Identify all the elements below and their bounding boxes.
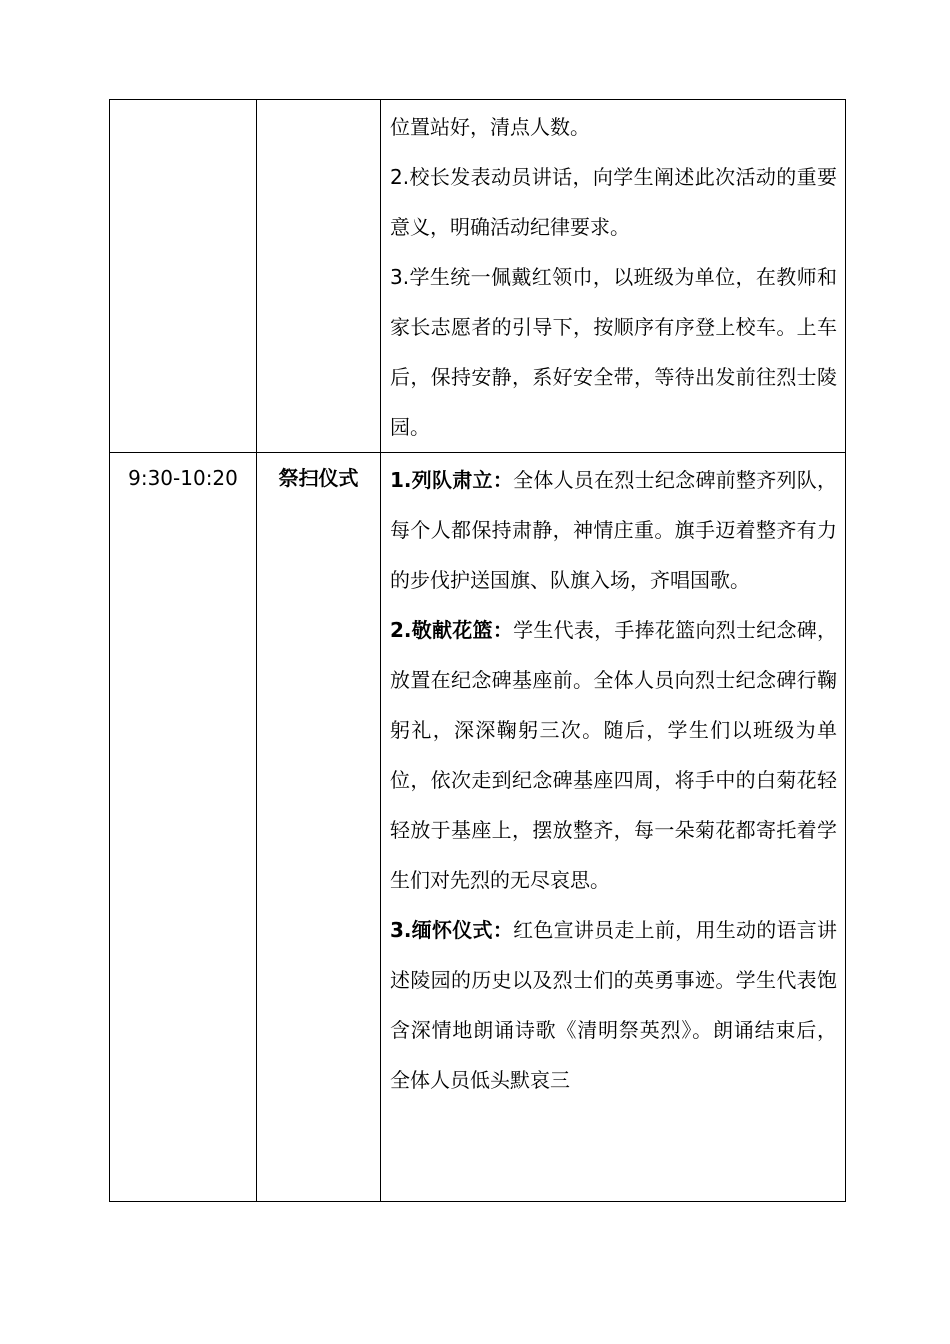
paragraph-text: 红色宣讲员走上前，用生动的语言讲述陵园的历史以及烈士们的英勇事迹。学生代表饱含深情地朗诵诗歌《清明祭英烈》。朗诵结束后，全体人员低头默哀三 <box>390 918 838 1092</box>
paragraph-heading: 3.缅怀仪式： <box>390 918 514 942</box>
content-paragraph <box>390 102 837 152</box>
paragraph-text: 3.学生统一佩戴红领巾，以班级为单位，在教师和家长志愿者的引导下，按顺序有序登上校车。上车后，保持安静，系好安全带，等待出发前往烈士陵园。 <box>390 265 837 439</box>
table-row <box>110 100 846 453</box>
content-paragraph <box>390 605 837 905</box>
item-cell: 祭扫仪式 <box>257 453 381 1202</box>
paragraph-heading: 2.敬献花篮： <box>390 618 514 642</box>
time-cell <box>110 100 257 453</box>
item-cell <box>257 100 381 453</box>
paragraph-heading: 1.列队肃立： <box>390 468 514 492</box>
content-cell <box>381 100 846 453</box>
content-paragraph <box>390 905 837 1105</box>
content-paragraph <box>390 152 837 252</box>
content-cell <box>381 453 846 1202</box>
paragraph-text: 位置站好，清点人数。 <box>390 115 590 139</box>
paragraph-text: 全体人员在烈士纪念碑前整齐列队，每个人都保持肃静，神情庄重。旗手迈着整齐有力的步伐护送国旗、队旗入场，齐唱国歌。 <box>390 468 838 592</box>
table-row <box>110 453 846 1202</box>
content-paragraph <box>390 252 837 452</box>
paragraph-text: 2.校长发表动员讲话，向学生阐述此次活动的重要意义，明确活动纪律要求。 <box>390 165 837 239</box>
content-paragraph <box>390 455 837 605</box>
paragraph-text: 学生代表，手捧花篮向烈士纪念碑，放置在纪念碑基座前。全体人员向烈士纪念碑行鞠躬礼，深深鞠躬三次。随后，学生们以班级为单位，依次走到纪念碑基座四周，将手中的白菊花轻轻放于基座上，摆放整齐，每一朵菊花都寄托着学生们对先烈的无尽哀思。 <box>390 618 838 892</box>
time-cell: 9:30-10:20 <box>110 453 257 1202</box>
activity-schedule-table <box>109 99 846 1202</box>
